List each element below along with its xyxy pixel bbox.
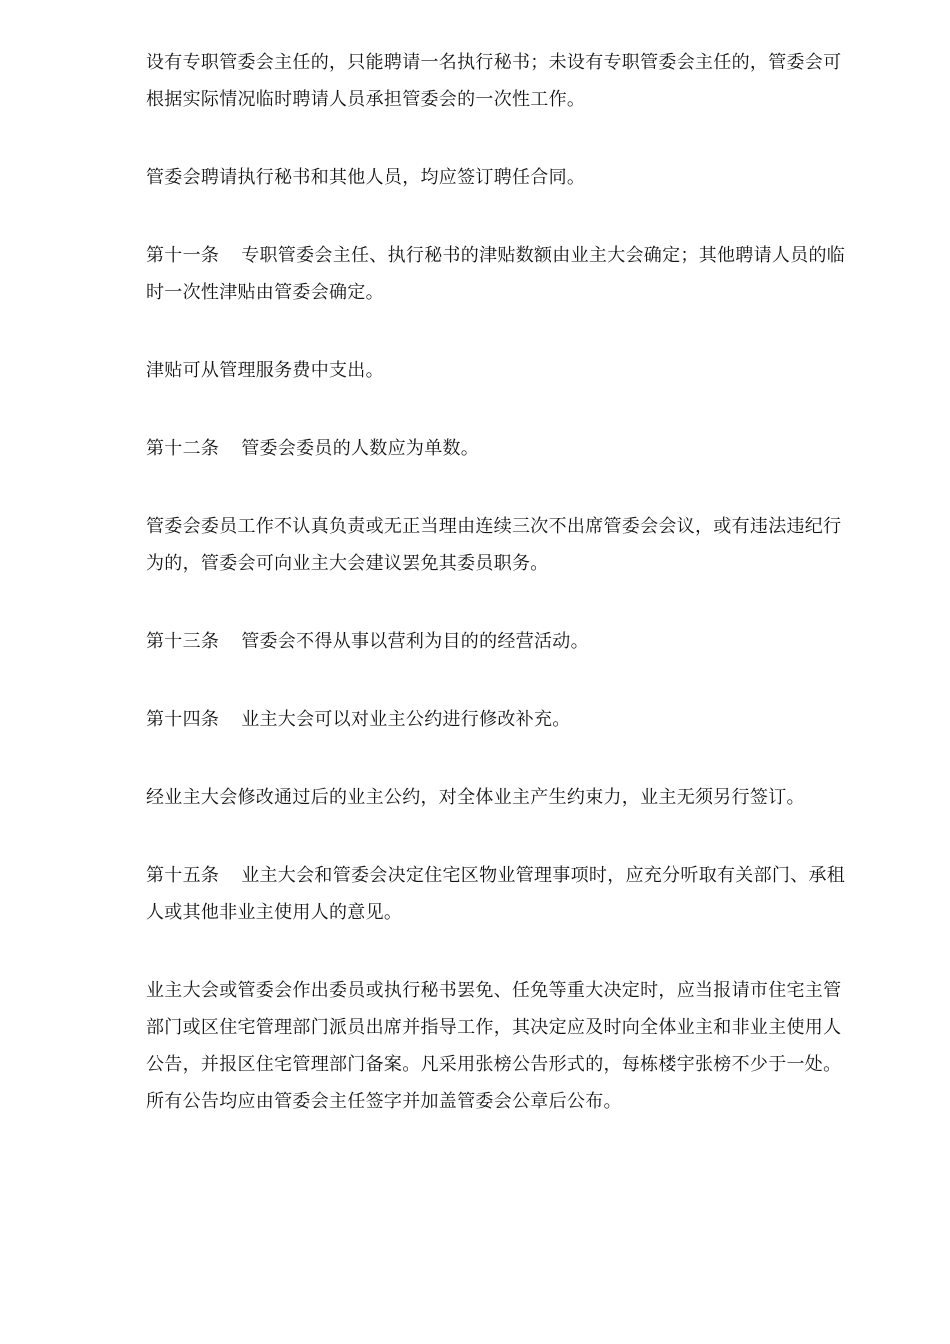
text-line: 根据实际情况临时聘请人员承担管委会的一次性工作。 <box>146 89 586 110</box>
text-line-first <box>146 430 876 467</box>
article-text: 专职管委会主任、执行秘书的津贴数额由业主大会确定；其他聘请人员的临 <box>241 245 846 266</box>
article-text: 管委会委员的人数应为单数。 <box>241 438 480 459</box>
text-line-first <box>146 857 876 894</box>
document-page <box>146 44 876 1120</box>
article-text: 管委会不得从事以营利为目的的经营活动。 <box>241 631 589 652</box>
text-line: 为的，管委会可向业主大会建议罢免其委员职务。 <box>146 553 549 574</box>
text-line-first <box>146 701 876 738</box>
article-number: 第十四条 <box>146 709 220 730</box>
text-line: 设有专职管委会主任的，只能聘请一名执行秘书；未设有专职管委会主任的，管委会可 <box>146 52 842 73</box>
article-paragraph <box>146 430 876 467</box>
article-paragraph <box>146 701 876 738</box>
text-line: 津贴可从管理服务费中支出。 <box>146 360 384 381</box>
paragraph <box>146 779 876 816</box>
text-line: 经业主大会修改通过后的业主公约，对全体业主产生约束力，业主无须另行签订。 <box>146 787 805 808</box>
article-paragraph <box>146 857 876 931</box>
text-line: 所有公告均应由管委会主任签字并加盖管委会公章后公布。 <box>146 1091 622 1112</box>
text-line: 业主大会或管委会作出委员或执行秘书罢免、任免等重大决定时，应当报请市住宅主管 <box>146 980 842 1001</box>
article-number: 第十二条 <box>146 438 220 459</box>
article-paragraph <box>146 623 876 660</box>
text-line: 管委会委员工作不认真负责或无正当理由连续三次不出席管委会会议，或有违法违纪行 <box>146 516 842 537</box>
text-line-first <box>146 623 876 660</box>
article-number: 第十一条 <box>146 245 220 266</box>
article-number: 第十五条 <box>146 865 220 886</box>
text-line-first <box>146 237 876 274</box>
text-line: 时一次性津贴由管委会确定。 <box>146 282 384 303</box>
article-text: 业主大会可以对业主公约进行修改补充。 <box>241 709 571 730</box>
paragraph <box>146 972 876 1120</box>
article-text: 业主大会和管委会决定住宅区物业管理事项时，应充分听取有关部门、承租 <box>241 865 846 886</box>
paragraph <box>146 352 876 389</box>
article-paragraph <box>146 237 876 311</box>
article-number: 第十三条 <box>146 631 220 652</box>
text-line: 部门或区住宅管理部门派员出席并指导工作，其决定应及时向全体业主和非业主使用人 <box>146 1017 842 1038</box>
text-line: 人或其他非业主使用人的意见。 <box>146 902 403 923</box>
paragraph <box>146 508 876 582</box>
paragraph <box>146 44 876 118</box>
paragraph <box>146 159 876 196</box>
text-line: 管委会聘请执行秘书和其他人员，均应签订聘任合同。 <box>146 167 586 188</box>
text-line: 公告，并报区住宅管理部门备案。凡采用张榜公告形式的，每栋楼宇张榜不少于一处。 <box>146 1054 842 1075</box>
